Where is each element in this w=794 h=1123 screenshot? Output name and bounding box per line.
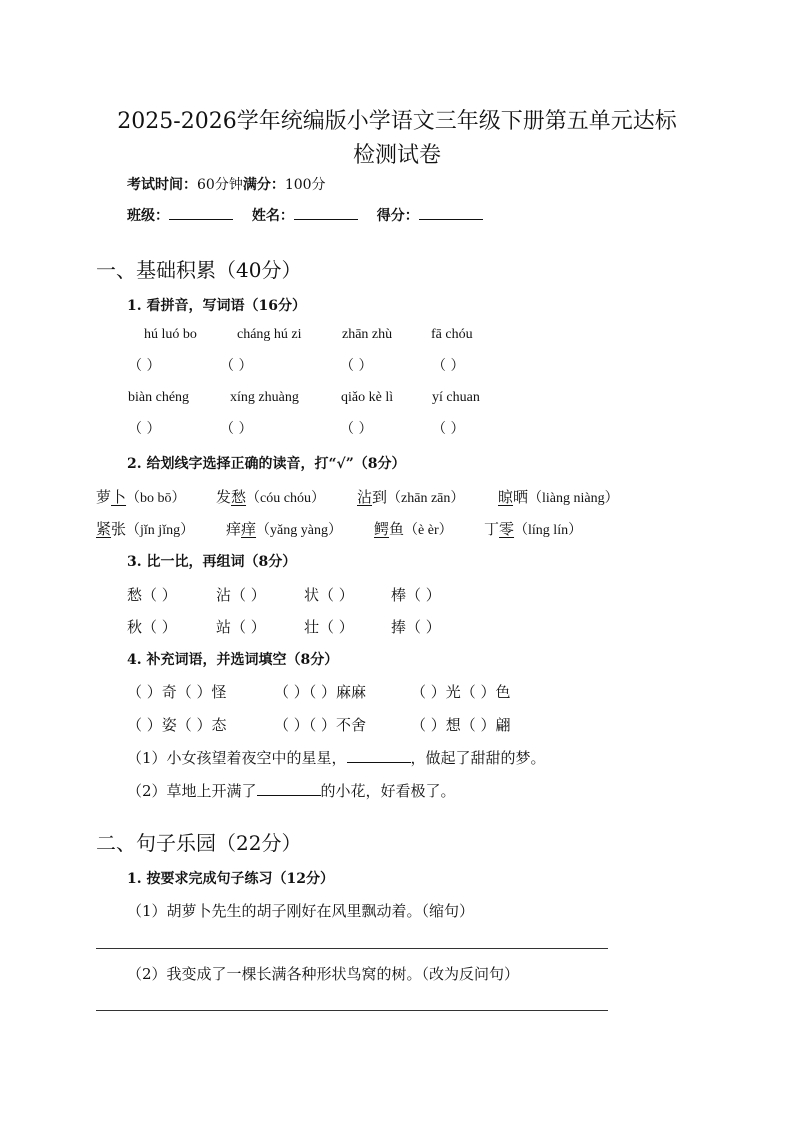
answer-paren-5[interactable]: （ ） bbox=[128, 421, 161, 437]
q3-cell-5[interactable]: 秋（ ） bbox=[127, 618, 177, 636]
q2-item-5: 紧张（jǐn jǐng） bbox=[96, 520, 195, 538]
full-score-label: 满分： bbox=[242, 177, 285, 193]
pinyin-6: xíng zhuàng bbox=[230, 390, 299, 405]
exam-title-line1: 2025-2026学年统编版小学语文三年级下册第五单元达标 bbox=[117, 109, 677, 134]
q3-cell-2[interactable]: 沾（ ） bbox=[216, 586, 266, 604]
q4-idiom-3[interactable]: （ ）光（ ）色 bbox=[411, 683, 511, 701]
q3-cell-1[interactable]: 愁（ ） bbox=[127, 586, 177, 604]
q2-item-7: 鳄鱼（è èr） bbox=[374, 520, 453, 538]
full-score-value: 100分 bbox=[284, 177, 326, 193]
q2-item-6: 痒痒（yǎng yàng） bbox=[226, 520, 342, 538]
answer-line-2[interactable] bbox=[96, 1010, 608, 1011]
exam-time-info bbox=[127, 174, 326, 194]
pinyin-7: qiǎo kè lì bbox=[341, 390, 394, 405]
q2-item-3: 沾到（zhān zān） bbox=[357, 488, 465, 506]
q1-title: 1. 看拼音，写词语（16分） bbox=[127, 298, 306, 314]
class-blank[interactable] bbox=[169, 205, 233, 220]
q4-idiom-4[interactable]: （ ）姿（ ）态 bbox=[127, 716, 227, 734]
answer-paren-4[interactable]: （ ） bbox=[432, 358, 465, 374]
section2-heading: 二、句子乐园（22分） bbox=[96, 831, 302, 855]
q4-title: 4. 补充词语，并选词填空（8分） bbox=[127, 652, 339, 668]
q3-title: 3. 比一比，再组词（8分） bbox=[127, 554, 297, 570]
score-label: 得分： bbox=[376, 208, 419, 224]
fill-blank-1[interactable] bbox=[347, 748, 411, 763]
q4-sentence-2: （2）草地上开满了 的小花，好看极了。 bbox=[127, 782, 456, 800]
exam-title-line2: 检测试卷 bbox=[352, 143, 441, 168]
time-label: 考试时间： bbox=[127, 177, 197, 193]
pinyin-2: cháng hú zi bbox=[237, 327, 302, 342]
answer-paren-1[interactable]: （ ） bbox=[128, 358, 161, 374]
q3-cell-7[interactable]: 壮（ ） bbox=[304, 618, 354, 636]
score-blank[interactable] bbox=[419, 205, 483, 220]
answer-line-1[interactable] bbox=[96, 948, 608, 949]
section1-heading: 一、基础积累（40分） bbox=[96, 258, 302, 282]
q2-item-8: 丁零（líng lín） bbox=[484, 520, 583, 538]
q2-item-4: 晾晒（liàng niàng） bbox=[498, 488, 619, 506]
name-label: 姓名： bbox=[251, 208, 294, 224]
s2-q1-title: 1. 按要求完成句子练习（12分） bbox=[127, 871, 334, 887]
s2-q1-sentence-2: （2）我变成了一棵长满各种形状鸟窝的树。（改为反问句） bbox=[127, 965, 520, 983]
q3-cell-3[interactable]: 状（ ） bbox=[304, 586, 354, 604]
q4-idiom-6[interactable]: （ ）想（ ）翩 bbox=[411, 716, 511, 734]
q4-idiom-2[interactable]: （ ）（ ）麻麻 bbox=[274, 683, 367, 701]
answer-paren-7[interactable]: （ ） bbox=[340, 421, 373, 437]
q3-cell-8[interactable]: 捧（ ） bbox=[391, 618, 441, 636]
q4-idiom-1[interactable]: （ ）奇（ ）怪 bbox=[127, 683, 227, 701]
answer-paren-2[interactable]: （ ） bbox=[220, 358, 253, 374]
name-blank[interactable] bbox=[294, 205, 358, 220]
fill-blank-2[interactable] bbox=[257, 781, 321, 796]
q4-sentence-1: （1）小女孩望着夜空中的星星， ，做起了甜甜的梦。 bbox=[127, 749, 546, 767]
pinyin-4: fā chóu bbox=[431, 327, 473, 342]
class-label: 班级： bbox=[127, 208, 169, 224]
student-info bbox=[127, 205, 483, 225]
pinyin-3: zhān zhù bbox=[342, 327, 393, 342]
q2-title: 2. 给划线字选择正确的读音，打“√”（8分） bbox=[127, 456, 406, 472]
pinyin-5: biàn chéng bbox=[128, 390, 190, 405]
answer-paren-6[interactable]: （ ） bbox=[220, 421, 253, 437]
s2-q1-sentence-1: （1）胡萝卜先生的胡子刚好在风里飘动着。（缩句） bbox=[127, 902, 475, 920]
q2-item-1: 萝卜（bo bō） bbox=[96, 488, 186, 506]
answer-paren-3[interactable]: （ ） bbox=[340, 358, 373, 374]
q3-cell-4[interactable]: 棒（ ） bbox=[391, 586, 441, 604]
pinyin-8: yí chuan bbox=[432, 390, 480, 405]
pinyin-1: hú luó bo bbox=[144, 327, 197, 342]
q2-item-2: 发愁（cóu chóu） bbox=[216, 488, 325, 506]
q3-cell-6[interactable]: 站（ ） bbox=[216, 618, 266, 636]
answer-paren-8[interactable]: （ ） bbox=[432, 421, 465, 437]
time-value: 60分钟 bbox=[197, 177, 243, 193]
q4-idiom-5[interactable]: （ ）（ ）不舍 bbox=[274, 716, 367, 734]
